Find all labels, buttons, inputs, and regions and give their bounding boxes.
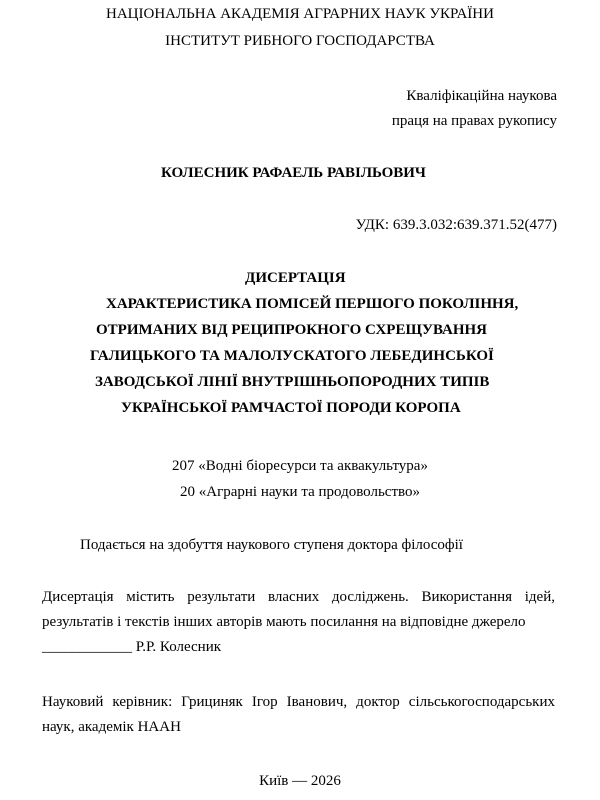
manuscript-note-line-1: Кваліфікаційна наукова: [406, 88, 557, 104]
document-type-label: ДИСЕРТАЦІЯ: [245, 270, 346, 286]
title-line-4: ЗАВОДСЬКОЇ ЛІНІЇ ВНУТРІШНЬОПОРОДНИХ ТИПІВ: [95, 374, 490, 390]
title-line-5: УКРАЇНСЬКОЇ РАМЧАСТОЇ ПОРОДИ КОРОПА: [121, 400, 461, 416]
city-year: Київ — 2026: [259, 773, 341, 789]
udc-code: УДК: 639.3.032:639.371.52(477): [355, 217, 557, 233]
signature-name: Р.Р. Колесник: [132, 639, 222, 655]
specialty-1: 207 «Водні біоресурси та аквакультура»: [172, 458, 428, 474]
academy-name: НАЦІОНАЛЬНА АКАДЕМІЯ АГРАРНИХ НАУК УКРАЇНИ: [106, 6, 494, 22]
specialty-2: 20 «Аграрні науки та продовольство»: [180, 484, 420, 500]
title-line-3: ГАЛИЦЬКОГО ТА МАЛОЛУСКАТОГО ЛЕБЕДИНСЬКОЇ: [90, 348, 494, 364]
supervisor-info: Науковий керівник: Грициняк Ігор Іванович, доктор сільськогосподарських наук, академік НААН: [42, 694, 555, 735]
signature-line: ____________: [42, 639, 132, 655]
manuscript-note-line-2: праця на правах рукопису: [391, 113, 557, 129]
originality-statement: [42, 585, 555, 660]
degree-statement: Подається на здобуття наукового ступеня доктора філософії: [80, 537, 463, 553]
author-name: КОЛЕСНИК РАФАЕЛЬ РАВІЛЬОВИЧ: [161, 165, 426, 181]
title-line-2: ОТРИМАНИХ ВІД РЕЦИПРОКНОГО СХРЕЩУВАННЯ: [96, 322, 488, 338]
institute-name: ІНСТИТУТ РИБНОГО ГОСПОДАРСТВА: [165, 33, 435, 49]
originality-text: Дисертація містить результати власних досліджень. Використання ідей, результатів і текстів інших авторів мають посилання на відповідне джерело: [42, 589, 555, 630]
title-line-1: ХАРАКТЕРИСТИКА ПОМІСЕЙ ПЕРШОГО ПОКОЛІННЯ,: [106, 296, 519, 312]
